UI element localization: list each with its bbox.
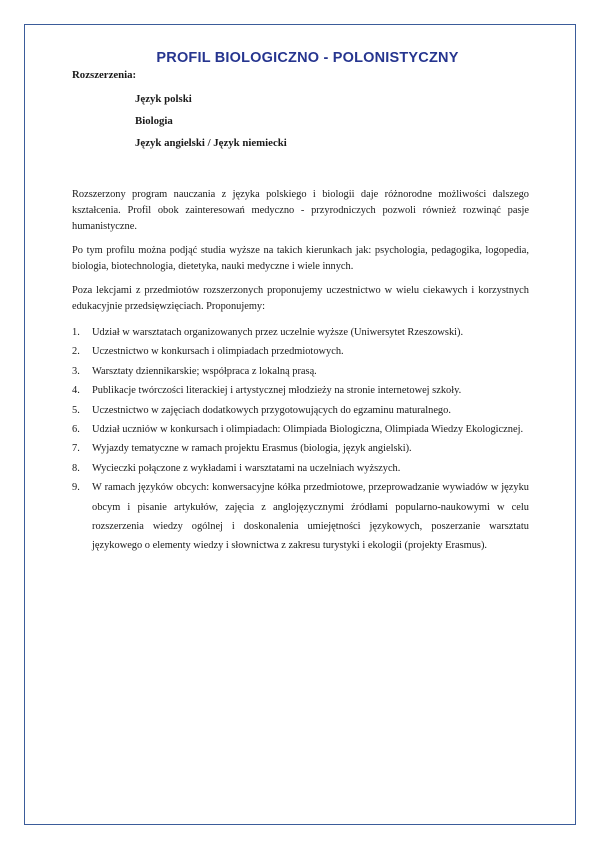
- list-text: Udział uczniów w konkursach i olimpiadach: Olimpiada Biologiczna, Olimpiada Wiedzy Ekologicznej.: [92, 424, 524, 436]
- list-number: 7.: [72, 443, 80, 455]
- list-number: 2.: [72, 346, 80, 358]
- studies-paragraph: Po tym profilu można podjąć studia wyższe na takich kierunkach jak: psychologia, pedagogika, logopedia, biologia, biotechnologia, dietetyka, nauki medyczne i wiele innych.: [72, 245, 529, 272]
- offer-list: [72, 323, 529, 556]
- extension-item: Język polski: [135, 93, 192, 105]
- extensions-label: Rozszerzenia:: [72, 69, 137, 81]
- list-text: W ramach języków obcych: konwersacyjne kółka przedmiotowe, przeprowadzanie wywiadów w języku obcym i pisanie artykułów, zajęcia z anglojęzycznymi źródłami popularno-naukowymi w celu rozszerzenia wiedzy ogólnej i doskonalenia umiejętności językowych, poszerzanie warsztatu językowego o elementy wiedzy i słownictwa z zakresu turystyki i ekologii (projekty Erasmus).: [92, 482, 529, 552]
- list-item: [72, 342, 529, 361]
- list-text: Warsztaty dziennikarskie; współpraca z lokalną prasą.: [92, 365, 317, 377]
- list-item: [72, 381, 529, 400]
- list-text: Udział w warsztatach organizowanych przez uczelnie wyższe (Uniwersytet Rzeszowski).: [92, 327, 464, 338]
- list-text: Uczestnictwo w konkursach i olimpiadach przedmiotowych.: [92, 346, 344, 358]
- list-item: [72, 459, 529, 478]
- list-number: 5.: [72, 404, 80, 416]
- offer-paragraph: Poza lekcjami z przedmiotów rozszerzonych proponujemy uczestnictwo w wielu ciekawych i korzystnych edukacyjnie przedsięwzięciach. Proponujemy:: [72, 285, 529, 312]
- list-text: Wycieczki połączone z wykładami i warsztatami na uczelniach wyższych.: [92, 462, 401, 474]
- list-item: [72, 323, 529, 342]
- list-item: [72, 362, 529, 381]
- list-number: 4.: [72, 385, 80, 397]
- list-text: Uczestnictwo w zajęciach dodatkowych przygotowujących do egzaminu maturalnego.: [92, 404, 451, 416]
- list-number: 1.: [72, 327, 80, 338]
- list-number: 6.: [72, 424, 80, 436]
- list-number: 3.: [72, 365, 80, 377]
- list-item: [72, 420, 529, 439]
- list-number: 9.: [72, 482, 80, 494]
- list-item: [72, 439, 529, 458]
- list-number: 8.: [72, 462, 80, 474]
- extension-item: Biologia: [135, 115, 173, 127]
- list-text: Wyjazdy tematyczne w ramach projektu Erasmus (biologia, język angielski).: [92, 443, 412, 455]
- extensions-list: [72, 93, 529, 149]
- list-text: Publikacje twórczości literackiej i artystycznej młodzieży na stronie internetowej szkoły.: [92, 385, 462, 397]
- list-item: [72, 401, 529, 420]
- intro-paragraph: Rozszerzony program nauczania z języka polskiego i biologii daje różnorodne możliwości dalszego kształcenia. Profil obok zainteresowań medyczno - przyrodniczych pozwoli również rozwinąć pasje humanistyczne.: [72, 189, 529, 232]
- page-title: PROFIL BIOLOGICZNO - POLONISTYCZNY: [156, 50, 459, 66]
- list-item: [72, 478, 529, 556]
- document-body: [72, 50, 529, 556]
- extension-item: Język angielski / Język niemiecki: [135, 137, 287, 149]
